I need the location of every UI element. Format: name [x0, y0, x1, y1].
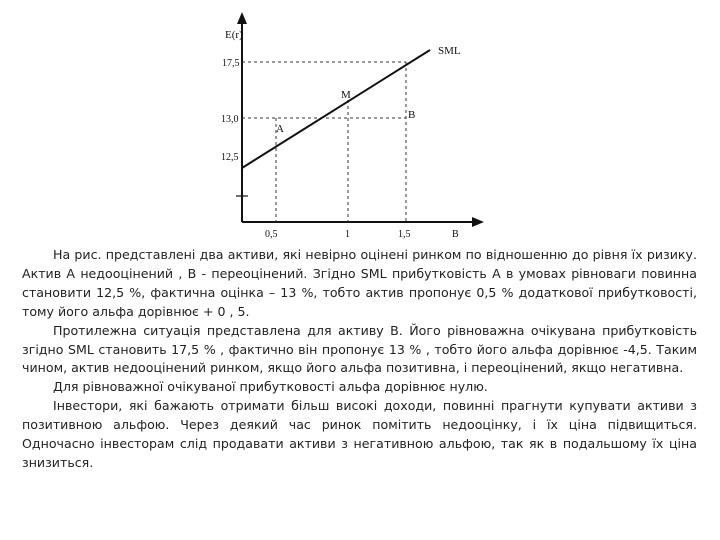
- x-axis-label: B: [452, 229, 459, 240]
- y-tick-17-5: 17,5: [222, 58, 240, 69]
- y-axis-label: E(r): [225, 29, 243, 41]
- guide-lines: [242, 62, 406, 222]
- y-tick-13-0: 13,0: [221, 114, 239, 125]
- paragraph-3: Для рівноважної очікуваної прибутковості альфа дорівнює нулю.: [53, 379, 488, 395]
- x-tick-1: 1: [345, 229, 350, 240]
- y-axis-arrow: [237, 12, 247, 24]
- point-a-label: A: [276, 123, 284, 135]
- point-b-label: B: [408, 109, 416, 121]
- x-tick-1-5: 1,5: [398, 229, 411, 240]
- paragraph-1: На рис. представлені два активи, які невірно оцінені ринком по відношенню до рівня їх ризику. Актив А недооцінений , В - переоцінений. Згідно SML прибутковість А в умовах рівноваги повинна становити 12,5 %, фактична оцінка – 13 %, тобто актив пропонує 0,5 % додаткової прибутковості, тому його альфа дорівнює + 0 , 5.: [22, 247, 697, 319]
- paragraph-4: Інвестори, які бажають отримати більш високі доходи, повинні прагнути купувати активи з позитивною альфою. Через деякий час ринок помітить недооцінку, і їх ціна підвищиться. Одночасно інвесторам слід продавати активи з негативною альфою, так як в подальшому їх ціна знизиться.: [22, 398, 697, 470]
- sml-label: SML: [438, 45, 461, 57]
- x-axis-arrow: [472, 217, 484, 227]
- x-tick-0-5: 0,5: [265, 229, 278, 240]
- body-text: [22, 246, 697, 473]
- paragraph-2: Протилежна ситуація представлена для активу В. Його рівноважна очікувана прибутковість згідно SML становить 17,5 % , фактично він пропонує 13 % , тобто його альфа дорівнює -4,5. Таким чином, актив недооцінений ринком, якщо його альфа позитивна, і переоцінений, якщо негативна.: [22, 322, 697, 376]
- point-m-label: M: [341, 89, 351, 101]
- sml-figure: [215, 12, 495, 244]
- sml-line: [242, 50, 430, 168]
- y-tick-12-5: 12,5: [221, 152, 239, 163]
